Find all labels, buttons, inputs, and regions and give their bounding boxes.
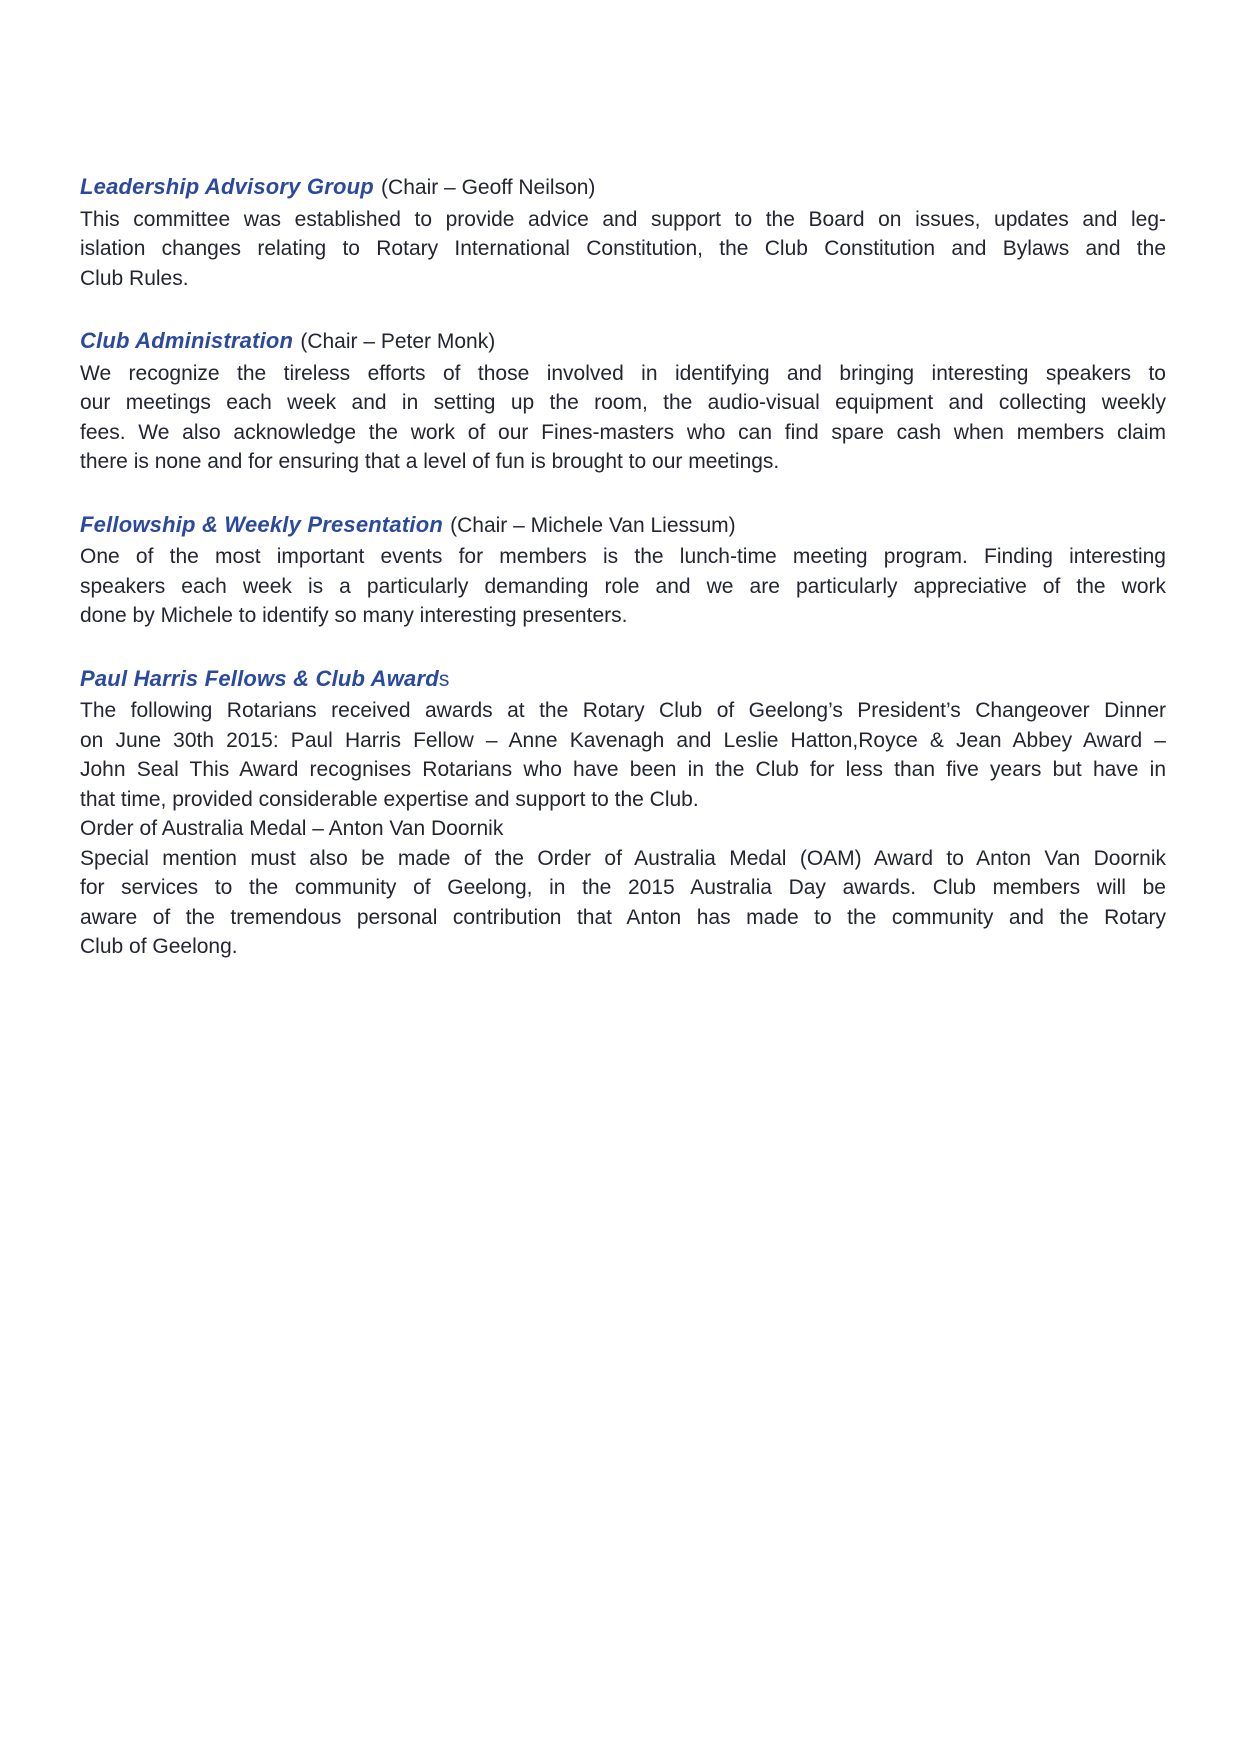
section-heading	[80, 326, 1166, 359]
section-heading	[80, 172, 1166, 205]
text-line: our meetings each week and in setting up the room, the audio-visual equipment and collecting weekly	[80, 391, 1166, 414]
section-heading-chair: (Chair – Peter Monk)	[300, 330, 496, 353]
section-paragraph	[80, 814, 1166, 844]
section-heading-title: Paul Harris Fellows & Club Award	[80, 665, 439, 691]
text-line: that time, provided considerable expertise and support to the Club.	[80, 787, 699, 811]
text-line: for services to the community of Geelong, in the 2015 Australia Day awards. Club members will be	[80, 876, 1166, 899]
text-line: One of the most important events for members is the lunch-time meeting program. Finding interesting	[80, 545, 1166, 568]
text-line: there is none and for ensuring that a level of fun is brought to our meetings.	[80, 450, 780, 473]
section-fellowship-weekly-presentation	[80, 510, 1166, 631]
section-leadership-advisory-group	[80, 172, 1166, 293]
section-paul-harris-fellows-club-awards	[80, 664, 1166, 962]
text-line: speakers each week is a particularly demanding role and we are particularly appreciative of the work	[80, 574, 1166, 598]
section-paragraph	[80, 844, 1166, 962]
section-heading-title: Leadership Advisory Group	[80, 174, 374, 199]
section-heading-title: Club Administration	[80, 328, 294, 353]
section-heading	[80, 664, 1166, 697]
section-paragraph	[80, 359, 1166, 477]
text-line: islation changes relating to Rotary International Constitution, the Club Constitution and Bylaws and the	[80, 237, 1166, 260]
text-line: Special mention must also be made of the Order of Australia Medal (OAM) Award to Anton Van Doornik	[80, 846, 1166, 870]
section-heading-title-suffix: s	[438, 667, 450, 691]
text-line: fees. We also acknowledge the work of our Fines-masters who can find spare cash when members claim	[80, 420, 1166, 444]
section-paragraph	[80, 205, 1166, 294]
section-heading-title: Fellowship & Weekly Presentation	[80, 511, 443, 537]
section-heading-chair: (Chair – Michele Van Liessum)	[450, 513, 736, 537]
text-line: on June 30th 2015: Paul Harris Fellow – Anne Kavenagh and Leslie Hatton,Royce & Jean Abbey Award –	[80, 728, 1166, 752]
text-line: Order of Australia Medal – Anton Van Doornik	[80, 817, 504, 840]
section-club-administration	[80, 326, 1166, 477]
text-line: Club Rules.	[80, 266, 189, 290]
text-line: John Seal This Award recognises Rotarians who have been in the Club for less than five years but have in	[80, 758, 1166, 781]
section-paragraph	[80, 696, 1166, 814]
section-heading-chair: (Chair – Geoff Neilson)	[381, 176, 596, 199]
text-line: Club of Geelong.	[80, 935, 238, 958]
text-line: This committee was established to provide advice and support to the Board on issues, updates and leg-	[80, 207, 1166, 231]
section-heading	[80, 510, 1166, 543]
text-line: We recognize the tireless efforts of those involved in identifying and bringing interesting speakers to	[80, 361, 1166, 385]
text-line: The following Rotarians received awards at the Rotary Club of Geelong’s President’s Changeover Dinner	[80, 699, 1166, 722]
section-paragraph	[80, 542, 1166, 631]
text-line: aware of the tremendous personal contribution that Anton has made to the community and the Rotary	[80, 905, 1166, 929]
text-line: done by Michele to identify so many interesting presenters.	[80, 604, 628, 627]
